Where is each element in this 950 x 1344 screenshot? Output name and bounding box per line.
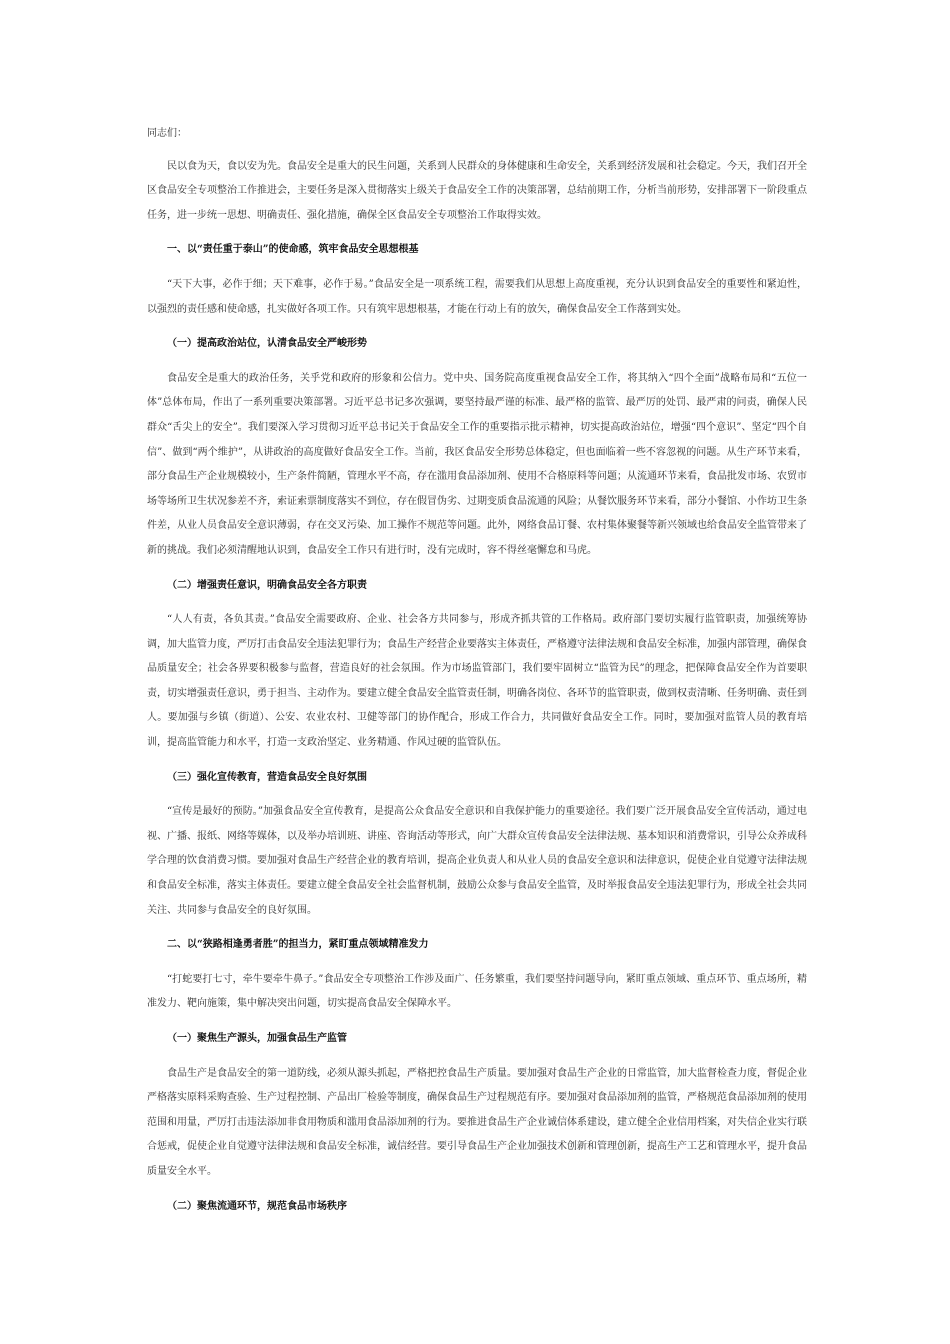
- section-heading: （二）聚焦流通环节，规范食品市场秩序: [167, 1200, 347, 1212]
- body-paragraph: 民以食为天，食以安为先。食品安全是重大的民生问题，关系到人民群众的身体健康和生命安全，关系到经济发展和社会稳定。今天，我们召开全区食品安全专项整治工作推进会，主要任务是深入贯彻落实上级关于食品安全工作的决策部署，总结前期工作，分析当前形势，安排部署下一阶段重点任务，进一步统一思想、明确责任、强化措施，确保全区食品安全专项整治工作取得实效。: [147, 160, 807, 221]
- section-heading: 一、以“责任重于泰山”的使命感，筑牢食品安全思想根基: [167, 244, 419, 256]
- section-heading: （一）提高政治站位，认清食品安全严峻形势: [167, 338, 367, 350]
- body-paragraph: “天下大事，必作于细；天下难事，必作于易。”食品安全是一项系统工程，需要我们从思想上高度重视，充分认识到食品安全的重要性和紧迫性，以强烈的责任感和使命感，扎实做好各项工作。只有筑牢思想根基，才能在行动上有的放矢，确保食品安全工作落到实处。: [147, 278, 807, 315]
- section-heading: （一）聚焦生产源头，加强食品生产监管: [167, 1033, 347, 1044]
- body-paragraph: 食品安全是重大的政治任务，关乎党和政府的形象和公信力。党中央、国务院高度重视食品安全工作，将其纳入“四个全面”战略布局和“五位一体”总体布局，作出了一系列重要决策部署。习近平总书记多次强调，要坚持最严谨的标准、最严格的监管、最严厉的处罚、最严肃的问责，确保人民群众“舌尖上的安全”。我们要深入学习贯彻习近平总书记关于食品安全工作的重要指示批示精神，切实提高政治站位，增强“四个意识”、坚定“四个自信”、做到“两个维护”，从讲政治的高度做好食品安全工作。当前，我区食品安全形势总体稳定，但也面临着一些不容忽视的问题。从生产环节来看，部分食品生产企业规模较小，生产条件简陋，管理水平不高，存在滥用食品添加剂、使用不合格原料等问题；从流通环节来看，食品批发市场、农贸市场等场所卫生状况参差不齐，索证索票制度落实不到位，存在假冒伪劣、过期变质食品流通的风险；从餐饮服务环节来看，部分小餐馆、小作坊卫生条件差，从业人员食品安全意识薄弱，存在交叉污染、加工操作不规范等问题。此外，网络食品订餐、农村集体聚餐等新兴领域也给食品安全监管带来了新的挑战。我们必须清醒地认识到，食品安全工作只有进行时，没有完成时，容不得丝毫懈怠和马虎。: [147, 372, 807, 556]
- document-body: [147, 155, 807, 1220]
- body-paragraph: “打蛇要打七寸，牵牛要牵牛鼻子。”食品安全专项整治工作涉及面广、任务繁重，我们要坚持问题导向，紧盯重点领域、重点环节、重点场所，精准发力、靶向施策，集中解决突出问题，切实提高食品安全保障水平。: [147, 973, 807, 1010]
- document-page: [147, 122, 807, 1229]
- body-paragraph: 食品生产是食品安全的第一道防线，必须从源头抓起，严格把控食品生产质量。要加强对食品生产企业的日常监管，加大监督检查力度，督促企业严格落实原料采购查验、生产过程控制、产品出厂检验等制度，确保食品生产过程规范有序。要加强对食品添加剂的监管，严格规范食品添加剂的使用范围和用量，严厉打击违法添加非食用物质和滥用食品添加剂的行为。要推进食品生产企业诚信体系建设，建立健全企业信用档案，对失信企业实行联合惩戒，促使企业自觉遵守法律法规和食品安全标准，诚信经营。要引导食品生产企业加强技术创新和管理创新，提高生产工艺和管理水平，提升食品质量安全水平。: [147, 1067, 807, 1177]
- body-paragraph: “宣传是最好的预防。”加强食品安全宣传教育，是提高公众食品安全意识和自我保护能力的重要途径。我们要广泛开展食品安全宣传活动，通过电视、广播、报纸、网络等媒体，以及举办培训班、讲座、咨询活动等形式，向广大群众宣传食品安全法律法规、基本知识和消费常识，引导公众养成科学合理的饮食消费习惯。要加强对食品生产经营企业的教育培训，提高企业负责人和从业人员的食品安全意识和法律意识，促使企业自觉遵守法律法规和食品安全标准，落实主体责任。要建立健全食品安全社会监督机制，鼓励公众参与食品安全监管，及时举报食品安全违法犯罪行为，形成全社会共同关注、共同参与食品安全的良好氛围。: [147, 806, 807, 916]
- section-heading: 二、以“狭路相逢勇者胜”的担当力，紧盯重点领域精准发力: [167, 939, 429, 951]
- section-heading: （二）增强责任意识，明确食品安全各方职责: [167, 579, 367, 591]
- section-heading: （三）强化宣传教育，营造食品安全良好氛围: [167, 771, 367, 783]
- salutation: 同志们：: [147, 128, 187, 139]
- body-paragraph: “人人有责，各负其责。”食品安全需要政府、企业、社会各方共同参与，形成齐抓共管的工作格局。政府部门要切实履行监管职责，加强统筹协调，加大监管力度，严厉打击食品安全违法犯罪行为；食品生产经营企业要落实主体责任，严格遵守法律法规和食品安全标准，加强内部管理，确保食品质量安全；社会各界要积极参与监督，营造良好的社会氛围。作为市场监管部门，我们要牢固树立“监管为民”的理念，把保障食品安全作为首要职责，切实增强责任意识，勇于担当、主动作为。要建立健全食品安全监管责任制，明确各岗位、各环节的监管职责，做到权责清晰、任务明确、责任到人。要加强与乡镇（街道）、公安、农业农村、卫健等部门的协作配合，形成工作合力，共同做好食品安全工作。同时，要加强对监管人员的教育培训，提高监管能力和水平，打造一支政治坚定、业务精通、作风过硬的监管队伍。: [147, 614, 807, 749]
